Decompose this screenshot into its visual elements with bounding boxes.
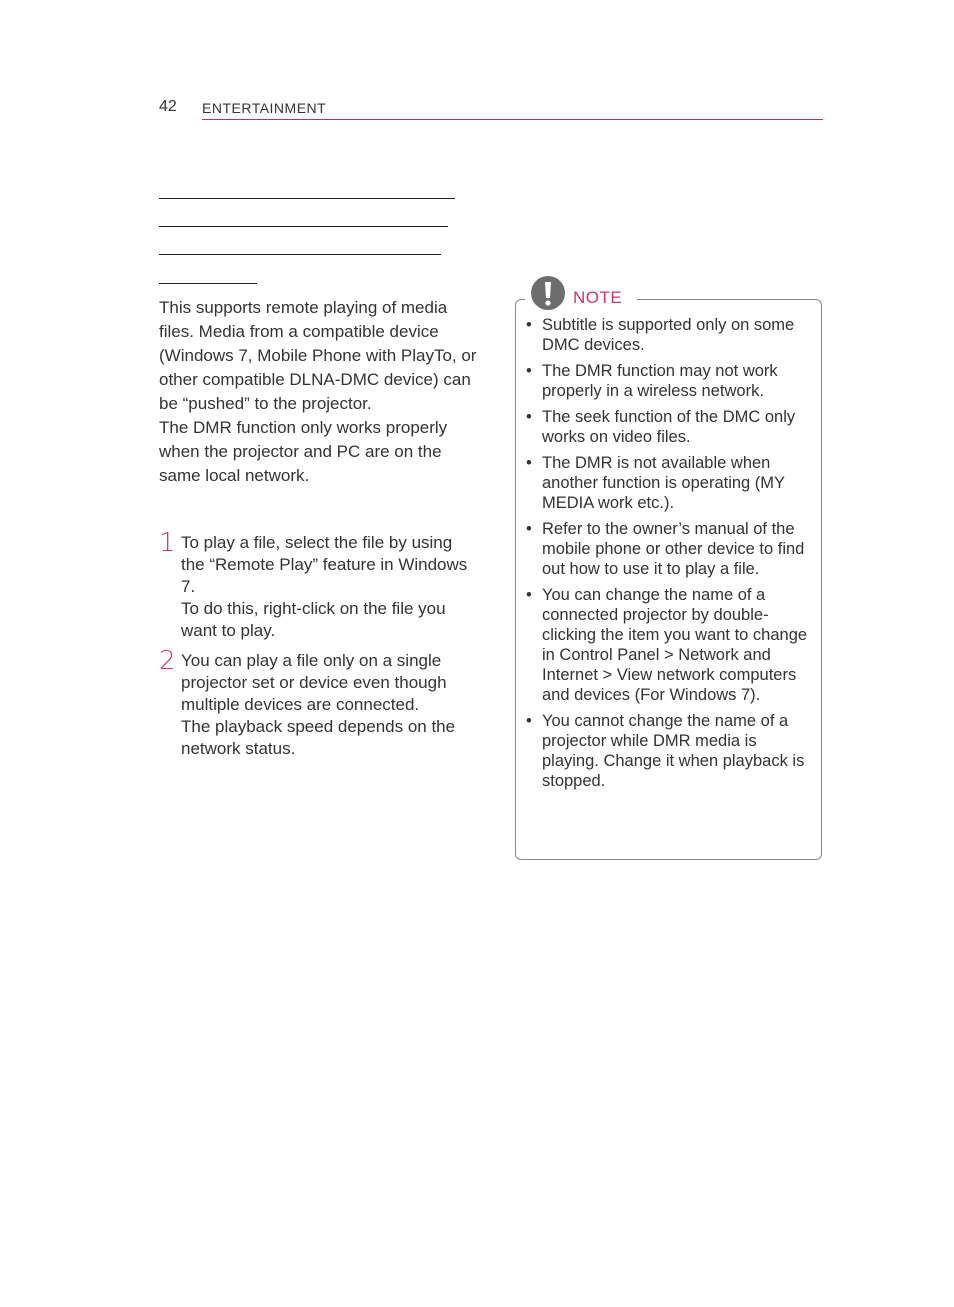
title-line xyxy=(159,254,441,255)
step-number: 2 xyxy=(159,646,176,676)
section-title: ENTERTAINMENT xyxy=(202,100,327,116)
note-item: • You can change the name of a connected projector by double-clicking the item you want to change in Control Panel > Network and Internet > View network computers and devices (For Windows 7). xyxy=(524,585,816,705)
step-subtext: The playback speed depends on the network status. xyxy=(181,717,456,758)
step-list xyxy=(159,528,479,760)
step-item xyxy=(159,646,479,760)
note-item: • Refer to the owner’s manual of the mobile phone or other device to find out how to use it to play a file. xyxy=(524,519,816,579)
note-item: • Subtitle is supported only on some DMC devices. xyxy=(524,315,816,355)
intro-paragraph: The DMR function only works properly when the projector and PC are on the same local network. xyxy=(159,418,448,485)
step-number: 1 xyxy=(159,528,176,558)
step-item xyxy=(159,528,479,642)
note-item: • The DMR is not available when another function is operating (MY MEDIA work etc.). xyxy=(524,453,816,513)
header-rule xyxy=(202,119,823,120)
exclamation-icon xyxy=(531,276,565,310)
intro-text xyxy=(159,296,479,488)
title-line xyxy=(159,226,448,227)
step-text: You can play a file only on a single projector set or device even though multiple devices are connected. xyxy=(181,651,447,714)
title-line xyxy=(159,283,257,284)
intro-paragraph: This supports remote playing of media files. Media from a compatible device (Windows 7, Mobile Phone with PlayTo, or other compatible DLNA-DMC device) can be “pushed” to the projector. xyxy=(159,298,477,413)
page-number: 42 xyxy=(159,98,177,115)
step-text: To play a file, select the file by using the “Remote Play” feature in Windows 7. xyxy=(181,533,468,596)
step-subtext: To do this, right-click on the file you want to play. xyxy=(181,599,446,640)
note-title: NOTE xyxy=(573,288,623,307)
note-item: • The DMR function may not work properly in a wireless network. xyxy=(524,361,816,401)
note-item: • The seek function of the DMC only works on video files. xyxy=(524,407,816,447)
note-list xyxy=(524,315,816,797)
note-item: • You cannot change the name of a projector while DMR media is playing. Change it when playback is stopped. xyxy=(524,711,816,791)
title-line xyxy=(159,198,455,199)
